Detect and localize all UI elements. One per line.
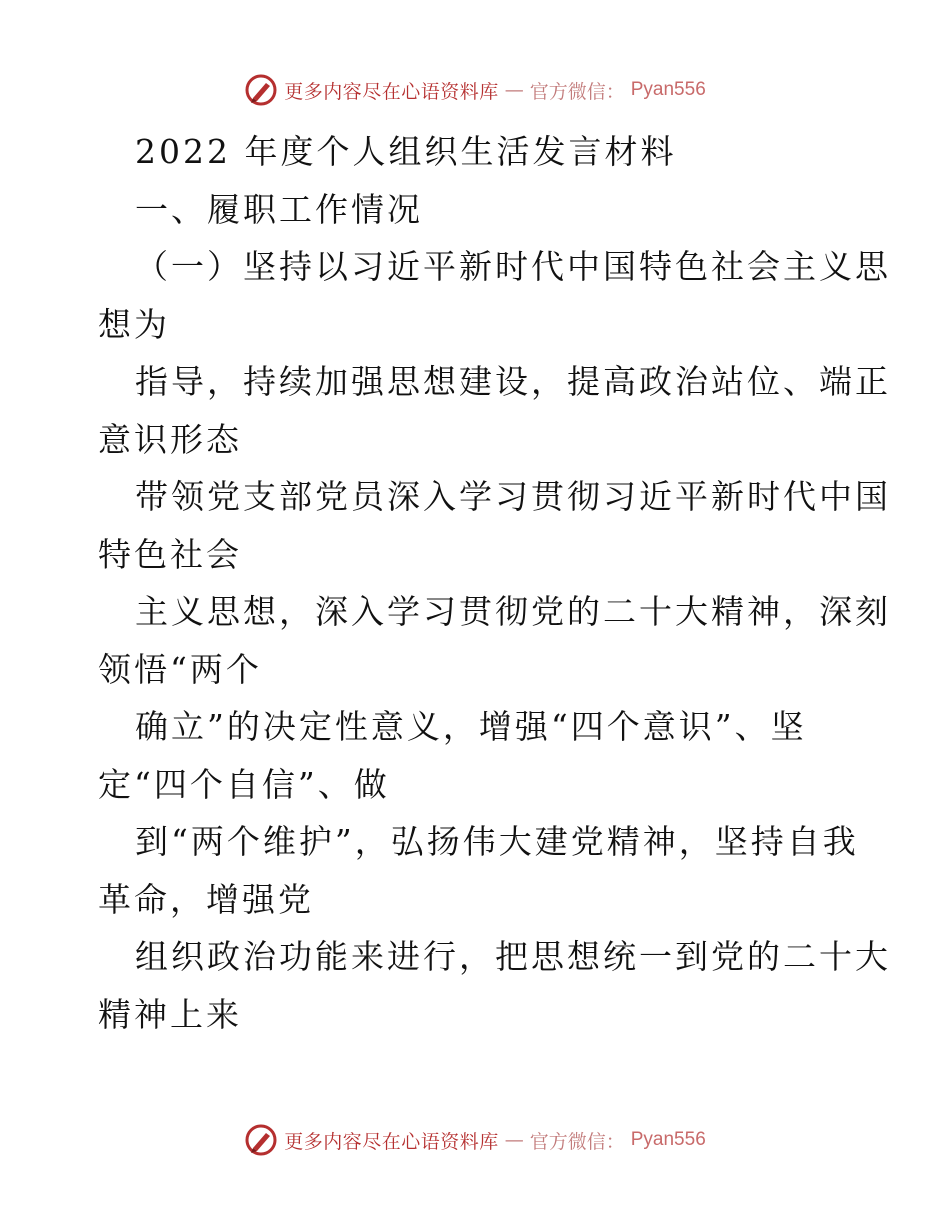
text-line: 指导，持续加强思想建设，提高政治站位、端正: [135, 362, 891, 401]
text-line: 带领党支部党员深入学习贯彻习近平新时代中国: [135, 477, 891, 516]
document-body: [98, 123, 891, 1043]
text-line: 组织政治功能来进行，把思想统一到党的二十大: [135, 937, 891, 976]
watermark-dash: —: [504, 1129, 524, 1151]
text-line: 到“两个维护”，弘扬伟大建党精神，坚持自我: [135, 822, 859, 861]
watermark-id: Pyan556: [630, 79, 706, 100]
watermark-label: 官方微信：: [529, 80, 625, 103]
text-line: 精神上来: [98, 994, 242, 1034]
watermark-main-text: 更多内容尽在心语资料库: [284, 80, 499, 103]
watermark-main-text: 更多内容尽在心语资料库: [284, 1130, 499, 1153]
watermark-header: [0, 72, 950, 108]
text-line: 一、履职工作情况: [135, 189, 423, 229]
text-line: 主义思想，深入学习贯彻党的二十大精神，深刻: [135, 592, 891, 631]
watermark-footer: [0, 1122, 950, 1158]
text-line: 确立”的决定性意义，增强“四个意识”、坚: [135, 707, 807, 746]
text-line: 革命，增强党: [98, 879, 314, 919]
text-line: 定“四个自信”、做: [98, 764, 390, 804]
text-line: 想为: [98, 304, 170, 344]
pen-logo-icon: [244, 1123, 278, 1157]
watermark-dash: —: [504, 79, 524, 101]
watermark-id: Pyan556: [630, 1129, 706, 1150]
pen-logo-icon: [244, 73, 278, 107]
text-line: 领悟“两个: [98, 649, 262, 689]
watermark-label: 官方微信：: [529, 1130, 625, 1153]
text-line: 特色社会: [98, 534, 242, 574]
text-line: （一）坚持以习近平新时代中国特色社会主义思: [135, 247, 891, 286]
text-line: 意识形态: [98, 419, 242, 459]
text-line: 2022 年度个人组织生活发言材料: [135, 132, 677, 171]
